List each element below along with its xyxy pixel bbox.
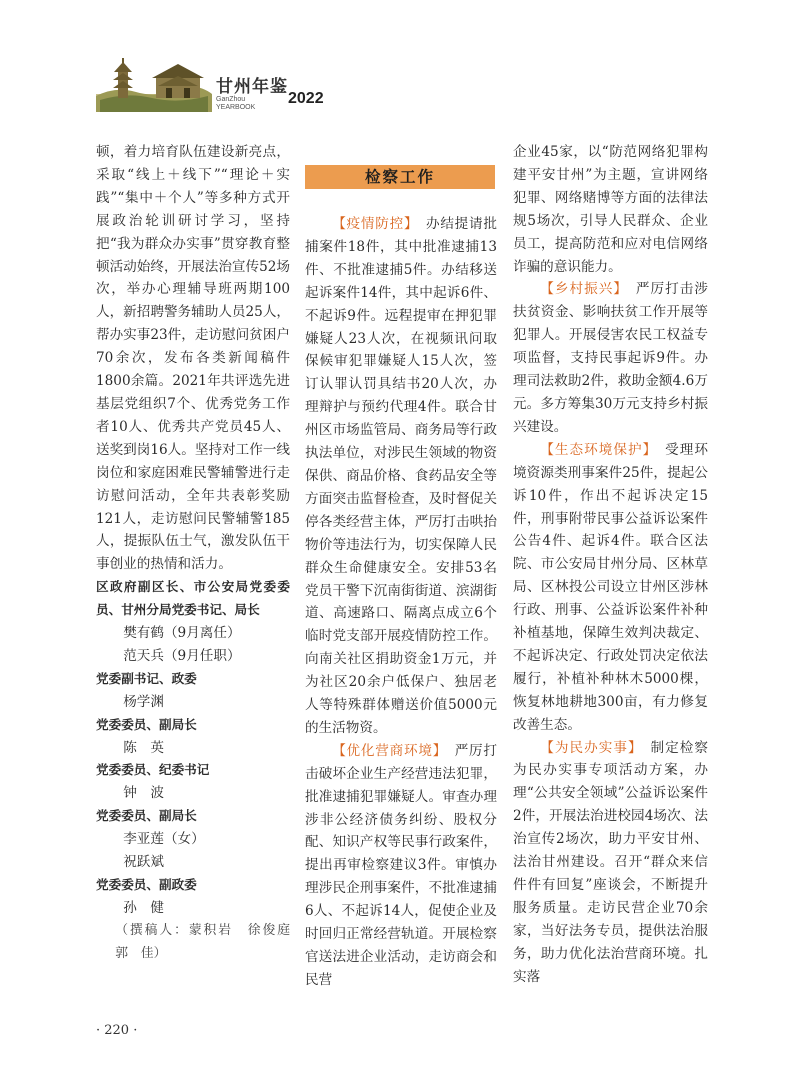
leader-name: 杨学渊	[123, 693, 164, 710]
yearbook-brand	[216, 72, 324, 111]
brand-year: 2022	[288, 90, 324, 107]
leader-name: 陈 英	[123, 739, 164, 756]
leader-role: 党委委员、副政委	[96, 877, 197, 892]
paragraph: 【疫情防控】 办结提请批捕案件18件，其中批准逮捕13件、不批准逮捕5件。办结移送起诉案件14件，其中起诉6件、不起诉9件。远程提审在押犯罪嫌疑人23人次，在视频讯问取保候审犯罪嫌疑人15人次，签订认罪认罚具结书20人次，办理辩护与预约代理4件。联合甘州区市场监管局、商务局等行政执法单位，对涉民生领域的物资保供、商品价格、食药品安全等方面突击监督检查，及时督促关停各类经营主体，严厉打击哄抬物价等违法行为，切实保障人民群众生命健康安全。安排53名党员干警下沉南街街道、滨湖街道、高速路口、隔离点成立6个临时党支部开展疫情防控工作。向南关社区捐助资金1万元，并为社区20余户低保户、独居老人等特殊群体赠送价值5000元的生活物资。	[305, 216, 498, 736]
leader-name: 孙 健	[123, 899, 164, 916]
pagoda-logo-icon	[96, 56, 212, 112]
topic-tag: 【生态环境保护】	[540, 441, 651, 458]
leader-name: 范天兵（9月任职）	[123, 647, 241, 664]
column-left	[96, 141, 303, 966]
author-credit: （撰稿人：蒙积岩 徐俊庭 郭 佳）	[115, 922, 303, 961]
paragraph: 【生态环境保护】 受理环境资源类刑事案件25件，提起公诉10件，作出不起诉决定15件，刑事附带民事公益诉讼案件公告4件、起诉4件。联合区法院、市公安局甘州分局、区林草局、区林投公司设立甘州区涉林行政、刑事、公益诉讼案件补种补植基地，保障生效判决裁定、不起诉决定、行政处罚决定依法履行，补植补种林木5000棵，恢复林地耕地300亩，有力修复改善生态。	[513, 441, 709, 733]
paragraph: 企业45家，以“防范网络犯罪构建平安甘州”为主题，宣讲网络犯罪、网络赌博等方面的法律法规5场次，引导人民群众、企业员工，提高防范和应对电信网络诈骗的意识能力。	[513, 144, 708, 275]
column-right	[513, 141, 708, 989]
leader-role: 党委委员、纪委书记	[96, 762, 210, 778]
topic-tag: 【为民办实事】	[540, 739, 636, 756]
page-header	[96, 56, 356, 112]
leader-role: 党委委员、副局长	[96, 716, 197, 732]
paragraph: 顿，着力培育队伍建设新亮点，采取“线上＋线下”“理论＋实践”“集中＋个人”等多种方式开展政治轮训研讨学习，坚持把“我为群众办实事”贯穿教育整顿活动始终，开展法治宣传52场次，举办心理辅导班两期100人，新招聘警务辅助人员25人，帮办实事23件，走访慰问贫困户70余次，发布各类新闻稿件1800余篇。2021年共评选先进基层党组织7个、优秀党务工作者10人、优秀共产党员45人、送奖到岗16人。坚持对工作一线岗位和家庭困难民警辅警进行走访慰问活动，全年共表彰奖励121人，走访慰问民警辅警185人，提振队伍士气，激发队伍干事创业的热情和活力。	[96, 144, 291, 573]
section-title: 检察工作	[305, 165, 495, 189]
brand-title: 甘州年鉴	[216, 77, 288, 97]
paragraph: 【为民办实事】 制定检察为民办实事专项活动方案，办理“公共安全领域”公益诉讼案件2件，开展法治进校园4场次、法治宣传2场次，助力平安甘州、法治甘州建设。召开“群众来信件件有回复”座谈会，不断提升服务质量。走访民营企业70余家，当好法务专员，提供法治服务，助力优化法治营商环境。扎实落	[513, 739, 709, 985]
leader-name: 钟 波	[123, 785, 164, 802]
brand-english: GanZhou YEARBOOK	[216, 96, 256, 111]
page-number: · 220 ·	[96, 1023, 138, 1038]
leader-name: 祝跃斌	[123, 854, 164, 871]
leader-role: 党委委员、副局长	[96, 808, 197, 824]
paragraph: 【优化营商环境】 严厉打击破坏企业生产经营违法犯罪，批准逮捕犯罪嫌疑人。审查办理涉非公经济债务纠纷、股权分配、知识产权等民事行政案件，提出再审检察建议3件。审慎办理涉民企刑事案件，不批准逮捕6人、不起诉14人，促使企业及时回归正常经营轨道。开展检察官送法进企业活动，走访商会和民营	[305, 742, 498, 988]
leader-role: 党委副书记、政委	[96, 670, 197, 686]
leader-role: 区政府副区长、市公安局党委委员、甘州分局党委书记、局长	[96, 579, 290, 618]
topic-tag: 【疫情防控】	[332, 216, 412, 232]
column-middle	[305, 141, 497, 992]
paragraph: 【乡村振兴】 严厉打击涉扶贫资金、影响扶贫工作开展等犯罪人。开展侵害农民工权益专项监督，支持民事起诉9件。办理司法救助2件，救助金额4.6万元。多方筹集30万元支持乡村振兴建设。	[513, 281, 709, 435]
topic-tag: 【乡村振兴】	[540, 281, 622, 298]
leader-name: 樊有鹤（9月离任）	[123, 625, 241, 642]
leader-name: 李亚莲（女）	[123, 831, 205, 848]
topic-tag: 【优化营商环境】	[332, 742, 441, 759]
